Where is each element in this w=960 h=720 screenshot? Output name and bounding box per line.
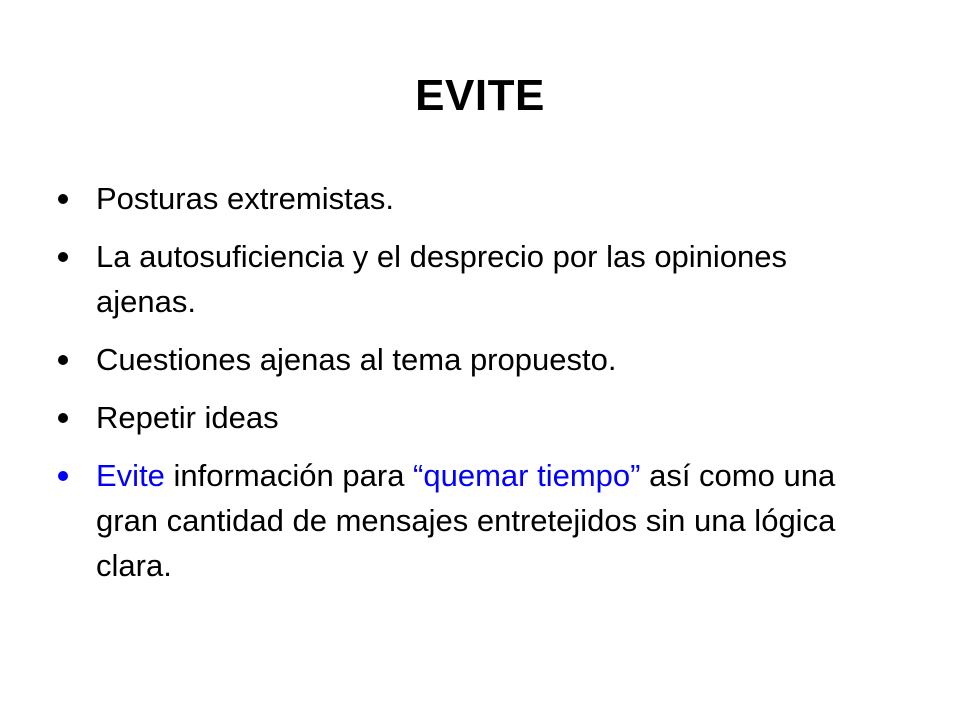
bullet-item bbox=[56, 337, 886, 382]
bullet-dot-icon bbox=[58, 194, 68, 204]
bullet-text: así como una gran cantidad de mensajes entretejidos sin una lógica clara. bbox=[96, 458, 836, 583]
bullet-text: información para bbox=[164, 458, 414, 493]
bullet-list bbox=[56, 176, 886, 601]
bullet-item bbox=[56, 453, 886, 588]
bullet-item bbox=[56, 234, 886, 324]
bullet-dot-icon bbox=[58, 252, 68, 262]
bullet-text: Cuestiones ajenas al tema propuesto. bbox=[96, 342, 617, 377]
bullet-dot-icon bbox=[58, 471, 68, 481]
slide-title: EVITE bbox=[415, 71, 545, 120]
bullet-dot-icon bbox=[58, 355, 68, 365]
bullet-item bbox=[56, 395, 886, 440]
bullet-dot-icon bbox=[58, 413, 68, 423]
bullet-emphasis-quote: “quemar tiempo” bbox=[413, 458, 641, 493]
bullet-text: Posturas extremistas. bbox=[96, 181, 395, 216]
bullet-text: La autosuficiencia y el desprecio por las opiniones ajenas. bbox=[96, 239, 788, 319]
bullet-item bbox=[56, 176, 886, 221]
bullet-emphasis-evite: Evite bbox=[96, 458, 165, 493]
bullet-text: Repetir ideas bbox=[96, 400, 279, 435]
